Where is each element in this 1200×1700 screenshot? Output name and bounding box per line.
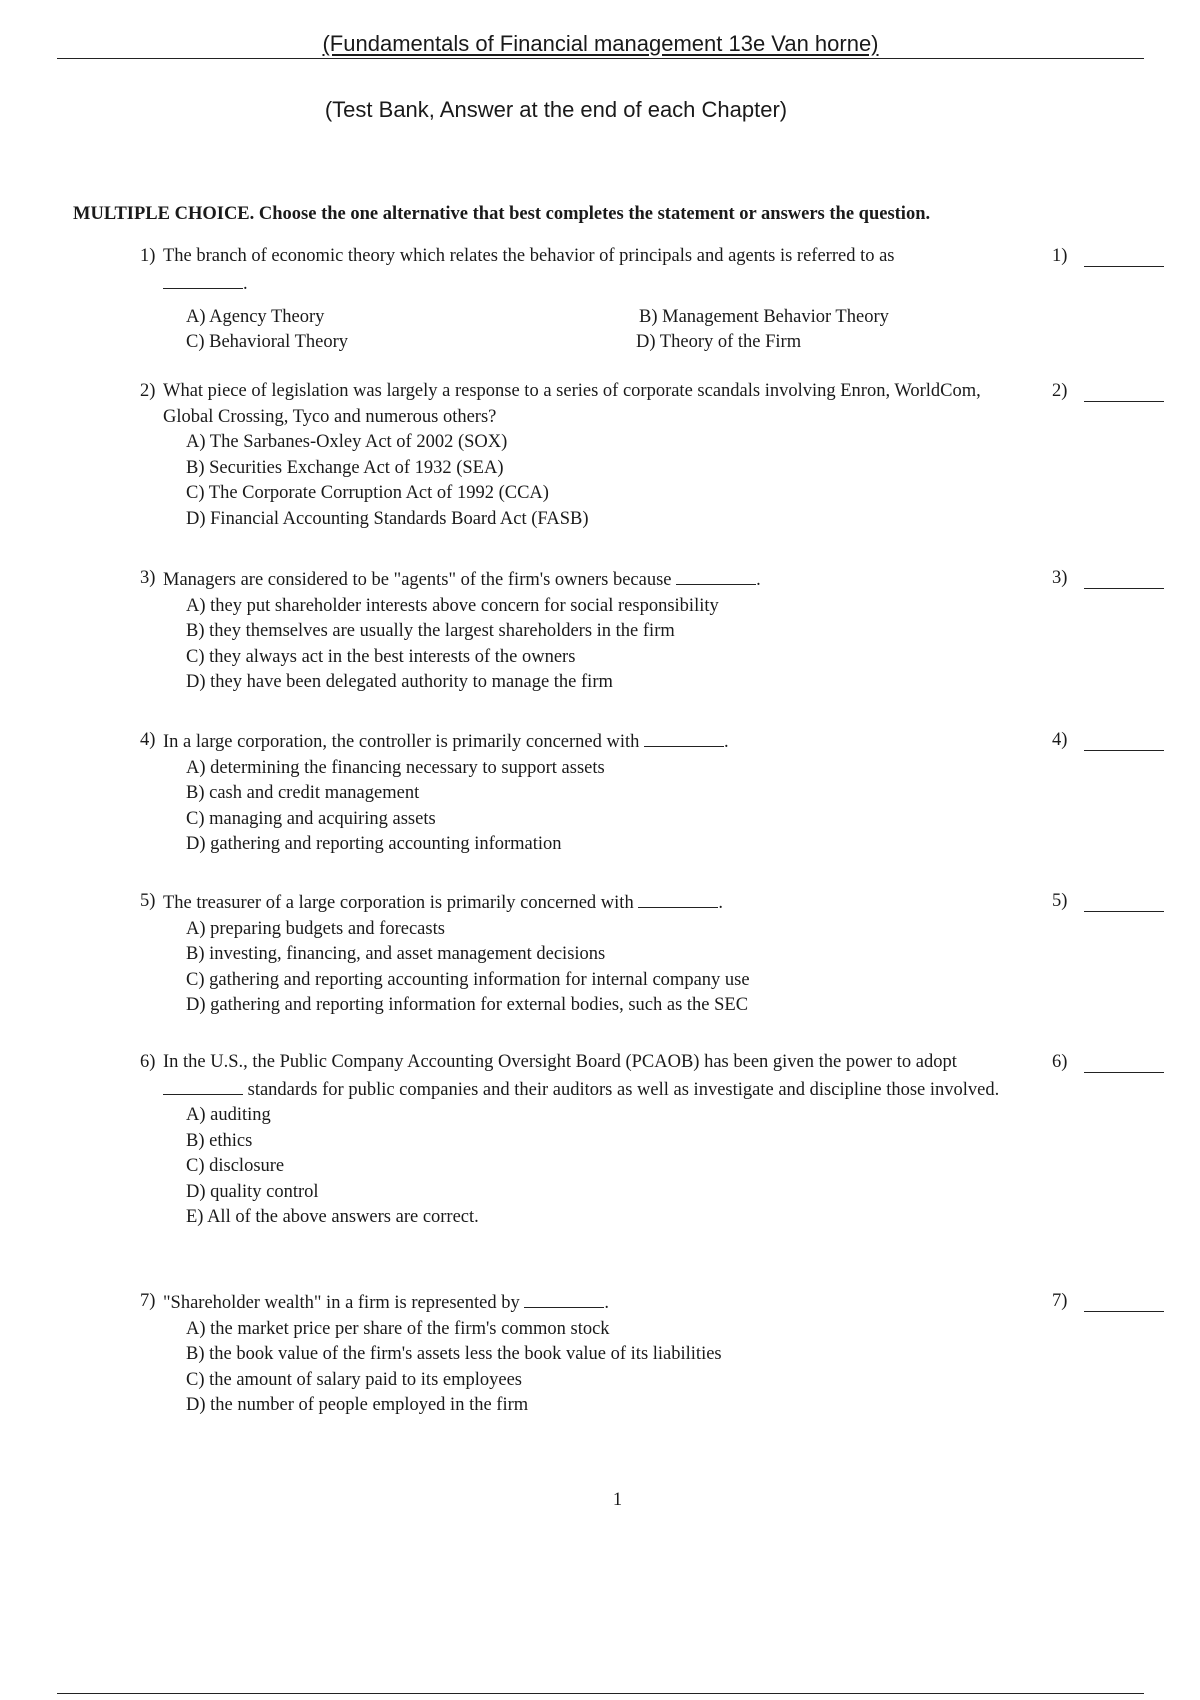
answer-line-rule [1084,750,1164,751]
question-number: 1) [140,246,156,266]
question-text-end: . [604,1293,609,1313]
question-stem [140,379,1020,430]
option-a: A) The Sarbanes-Oxley Act of 2002 (SOX) [186,432,508,452]
question-text [140,1289,1020,1317]
question-text-end: . [724,732,729,752]
answer-blank [644,728,724,747]
question-stem [140,244,1020,297]
question-4 [140,728,1200,858]
answer-line-rule [1084,401,1164,402]
option-d: D) the number of people employed in the firm [186,1395,529,1415]
question-text-start: The treasurer of a large corporation is primarily concerned with [163,893,639,913]
question-text: What piece of legislation was largely a response to a series of corporate scandals involving Enron, WorldCom, Global Crossing, Tyco and numerous others? [163,381,981,427]
option-b: B) Management Behavior Theory [639,307,889,327]
question-5 [140,889,1200,1019]
question-6 [140,1050,1200,1231]
answer-options [140,756,1200,858]
question-text-start: The branch of economic theory which relates the behavior of principals and agents is referred to as [163,246,895,266]
option-e: E) All of the above answers are correct. [186,1207,479,1227]
answer-options [140,917,1200,1019]
question-stem [140,566,1020,594]
question-text [140,889,1020,917]
question-number: 4) [140,730,156,750]
question-7 [140,1289,1200,1419]
question-stem [140,1050,1020,1103]
answer-line [1052,566,1200,592]
answer-line [1052,1050,1200,1076]
question-text [140,244,1023,297]
question-stem [140,889,1020,917]
question-number: 2) [140,381,156,401]
answer-options [140,594,1200,696]
answer-line-rule [1084,911,1164,912]
answer-line-number: 5) [1052,891,1068,911]
question-text [140,728,1020,756]
answer-line-rule [1084,1311,1164,1312]
answer-options [140,305,1200,356]
option-b: B) ethics [186,1130,253,1151]
footer-rule [57,1693,1144,1694]
option-a: A) preparing budgets and forecasts [186,918,445,939]
question-stem [140,1289,1020,1317]
answer-line-number: 7) [1052,1291,1068,1311]
answer-line-number: 4) [1052,730,1068,750]
question-text-end: . [756,570,761,590]
option-b: B) the book value of the firm's assets less the book value of its liabilities [186,1344,722,1364]
question-text-start: In a large corporation, the controller is primarily concerned with [163,732,644,752]
document-subtitle: (Test Bank, Answer at the end of each Chapter) [324,97,788,122]
question-number: 5) [140,891,156,911]
option-b: B) Securities Exchange Act of 1932 (SEA) [186,457,504,478]
question-text-start: In the U.S., the Public Company Accounting Oversight Board (PCAOB) has been given the power to adopt [163,1052,957,1072]
question-text [140,1050,1020,1103]
section-instructions: MULTIPLE CHOICE. Choose the one alternative that best completes the statement or answers the question. [73,204,931,224]
question-text-start: "Shareholder wealth" in a firm is represented by [163,1293,525,1313]
option-d: D) gathering and reporting accounting information [186,834,562,854]
question-text-end: . [243,273,248,294]
answer-blank [163,1076,243,1095]
question-number: 6) [140,1052,156,1072]
answer-line-number: 1) [1052,246,1068,266]
question-number: 7) [140,1291,156,1311]
answer-line [1052,244,1200,270]
page-number: 1 [612,1490,623,1510]
question-2 [140,379,1200,532]
answer-line-rule [1084,266,1164,267]
answer-line-number: 6) [1052,1052,1068,1072]
question-3 [140,566,1200,696]
answer-line-number: 3) [1052,568,1068,588]
answer-line-rule [1084,1072,1164,1073]
option-c: C) The Corporate Corruption Act of 1992 (CCA) [186,483,549,503]
option-c: C) the amount of salary paid to its employees [186,1369,523,1390]
answer-options [140,430,1200,532]
option-a: A) auditing [186,1105,271,1125]
question-stem [140,728,1020,756]
question-text-end: . [718,893,723,913]
answer-line [1052,728,1200,754]
option-a: A) determining the financing necessary to support assets [186,757,605,778]
option-a: A) Agency Theory [186,307,325,327]
answer-blank [163,270,243,289]
answer-blank [638,889,718,908]
question-number: 3) [140,568,156,588]
option-c: C) Behavioral Theory [186,332,349,352]
answer-options [140,1317,1200,1419]
answer-blank [524,1289,604,1308]
option-d: D) quality control [186,1181,319,1202]
answer-options [140,1103,1200,1231]
option-d: D) gathering and reporting information for external bodies, such as the SEC [186,995,749,1015]
answer-line-rule [1084,588,1164,589]
question-text-start: Managers are considered to be "agents" of the firm's owners because [163,570,677,590]
answer-line-number: 2) [1052,381,1068,401]
option-a: A) they put shareholder interests above concern for social responsibility [186,595,719,616]
document-title: (Fundamentals of Financial management 13e Van horne) [322,31,879,56]
option-c: C) they always act in the best interests of the owners [186,646,576,667]
option-d: D) Financial Accounting Standards Board Act (FASB) [186,508,589,529]
option-d: D) they have been delegated authority to manage the firm [186,672,613,692]
answer-blank [676,566,756,585]
option-b: B) cash and credit management [186,783,420,803]
question-text [140,566,1020,594]
option-c: C) disclosure [186,1156,285,1176]
answer-line [1052,1289,1200,1315]
option-b: B) investing, financing, and asset management decisions [186,944,606,964]
question-1 [140,244,1200,356]
answer-line [1052,379,1200,405]
option-c: C) gathering and reporting accounting information for internal company use [186,969,750,990]
option-c: C) managing and acquiring assets [186,808,436,829]
option-d: D) Theory of the Firm [636,332,802,352]
option-a: A) the market price per share of the firm's common stock [186,1318,610,1339]
option-b: B) they themselves are usually the largest shareholders in the firm [186,621,675,641]
document-header [57,30,1144,59]
answer-line [1052,889,1200,915]
question-text-end: standards for public companies and their auditors as well as investigate and discipline those involved. [243,1079,1000,1100]
